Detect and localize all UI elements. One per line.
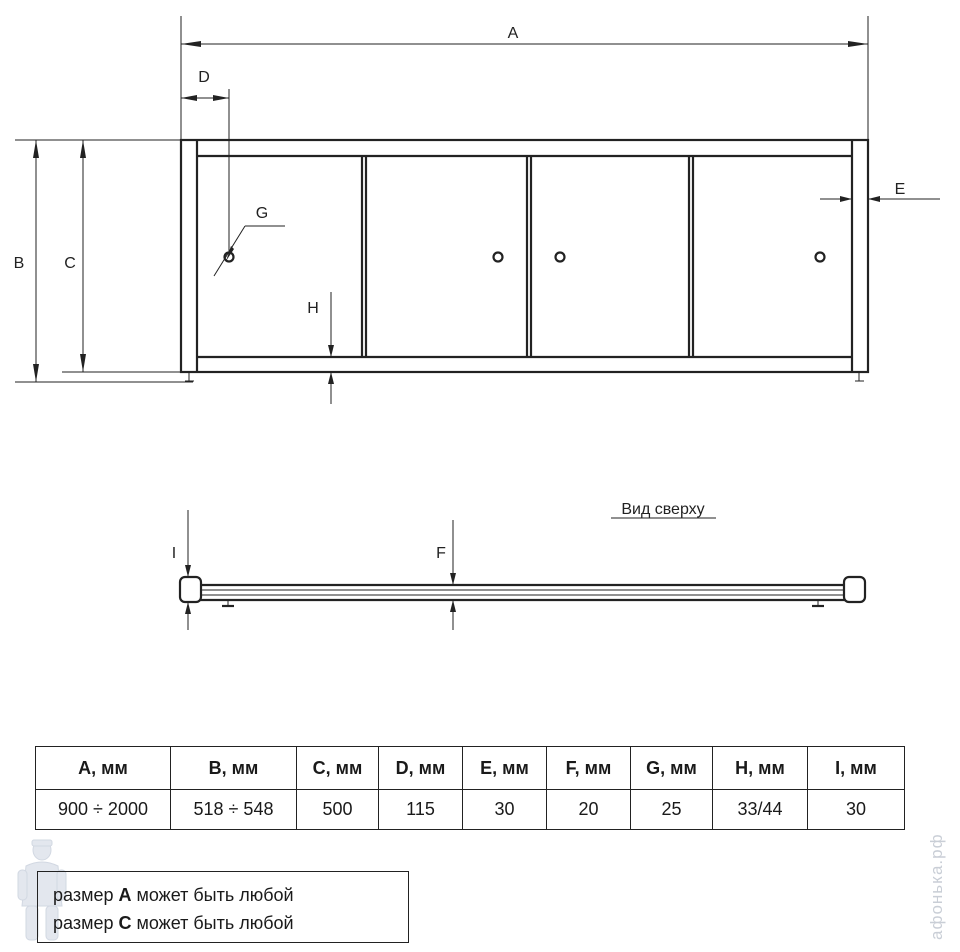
dimension-a [181, 16, 868, 140]
dimension-g [214, 205, 285, 276]
dimension-f [436, 520, 456, 630]
value-cell: 518 ÷ 548 [171, 790, 297, 830]
panel-dividers [362, 156, 693, 357]
notes-box [37, 871, 409, 943]
value-cell: 500 [297, 790, 379, 830]
left-end-cap [180, 577, 201, 602]
header-cell: D, мм [379, 747, 463, 790]
note-line: размер C может быть любой [53, 913, 294, 933]
header-cell: C, мм [297, 747, 379, 790]
note-line: размер A может быть любой [53, 885, 294, 905]
dimension-d [181, 69, 229, 252]
dimension-c [62, 140, 181, 372]
value-cell: 33/44 [713, 790, 808, 830]
right-end-cap [844, 577, 865, 602]
handle-hole [556, 253, 565, 262]
front-view [14, 16, 940, 404]
dimensions-table [35, 746, 905, 830]
dimension-b [14, 140, 193, 382]
handle-hole [816, 253, 825, 262]
dimension-e [820, 181, 940, 202]
label-e: E [894, 181, 906, 198]
top-view [172, 501, 865, 630]
value-cell: 25 [631, 790, 713, 830]
table-header-row [36, 747, 905, 790]
handle-hole [494, 253, 503, 262]
value-cell: 20 [547, 790, 631, 830]
feet [185, 372, 864, 381]
table-row [36, 790, 905, 830]
header-cell: I, мм [808, 747, 905, 790]
header-cell: F, мм [547, 747, 631, 790]
panel-outline [181, 140, 868, 372]
top-view-title: Вид сверху [621, 501, 705, 518]
label-c: C [64, 255, 76, 272]
value-cell: 115 [379, 790, 463, 830]
dimension-h [307, 292, 334, 404]
label-f: F [436, 545, 446, 562]
value-cell: 30 [463, 790, 547, 830]
header-cell: B, мм [171, 747, 297, 790]
value-cell: 900 ÷ 2000 [36, 790, 171, 830]
value-cell: 30 [808, 790, 905, 830]
header-cell: H, мм [713, 747, 808, 790]
dimension-i [172, 510, 191, 630]
site-watermark: афонька.рф [927, 833, 946, 940]
label-i: I [171, 545, 177, 562]
header-cell: E, мм [463, 747, 547, 790]
label-b: B [13, 255, 25, 272]
label-h: H [307, 300, 319, 317]
label-d: D [198, 69, 210, 86]
header-cell: G, мм [631, 747, 713, 790]
header-cell: A, мм [36, 747, 171, 790]
label-a: A [507, 25, 519, 42]
label-g: G [255, 205, 269, 222]
